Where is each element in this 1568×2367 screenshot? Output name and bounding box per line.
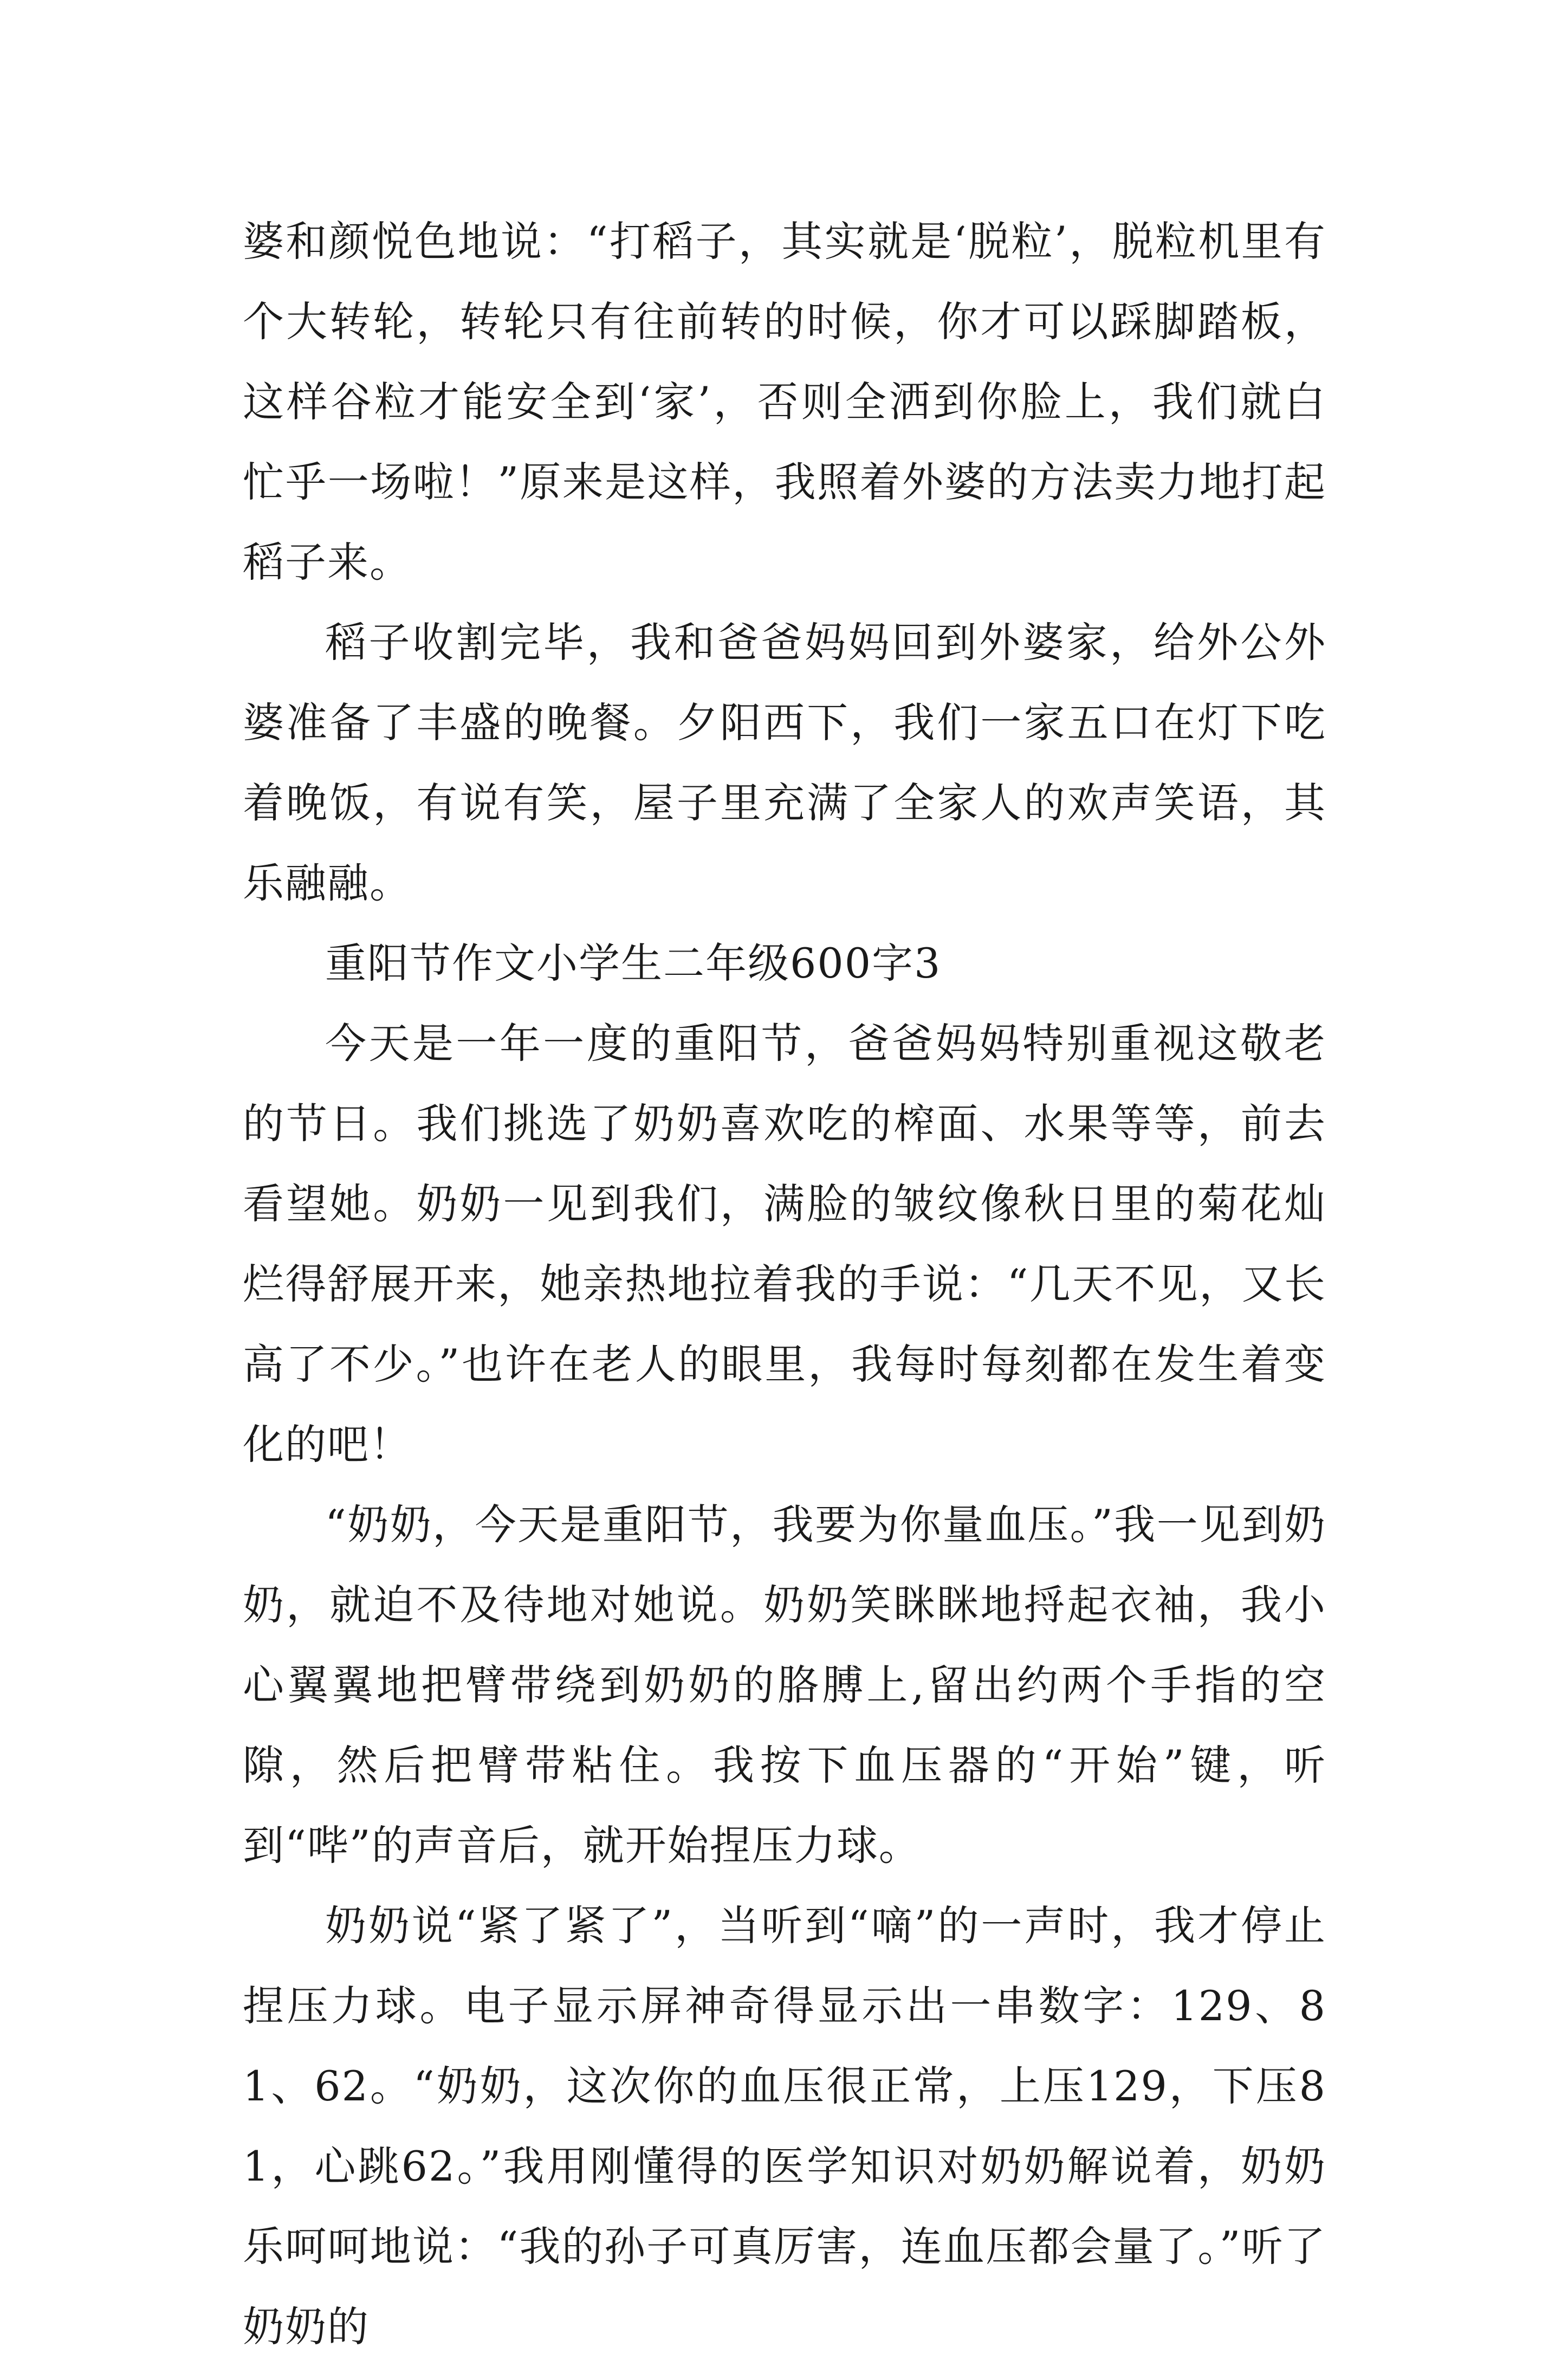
paragraph-visit-grandma: 今天是一年一度的重阳节，爸爸妈妈特别重视这敬老的节日。我们挑选了奶奶喜欢吃的榨面、水果等等，前去看望她。奶奶一见到我们，满脸的皱纹像秋日里的菊花灿烂得舒展开来，她亲热地拉着我的手说：“几天不见，又长高了不少。”也许在老人的眼里，我每时每刻都在发生着变化的吧！	[243, 1019, 1326, 1469]
paragraph-measure-blood-pressure: “奶奶，今天是重阳节，我要为你量血压。”我一见到奶奶，就迫不及待地对她说。奶奶笑眯眯地捋起衣袖，我小心翼翼地把臂带绕到奶奶的胳膊上,留出约两个手指的空隙，然后把臂带粘住。我按下血压器的“开始”键，听到“哔”的声音后，就开始捏压力球。	[243, 1501, 1326, 1870]
paragraph-continuation: 婆和颜悦色地说：“打稻子，其实就是‘脱粒’，脱粒机里有个大转轮，转轮只有往前转的时候，你才可以踩脚踏板，这样谷粒才能安全到‘家’，否则全洒到你脸上，我们就白忙乎一场啦！”原来是这样，我照着外婆的方法卖力地打起稻子来。	[243, 217, 1326, 586]
essay-heading: 重阳节作文小学生二年级600字3	[325, 939, 942, 987]
paragraph-harvest-dinner: 稻子收割完毕，我和爸爸妈妈回到外婆家，给外公外婆准备了丰盛的晚餐。夕阳西下，我们一家五口在灯下吃着晚饭，有说有笑，屋子里充满了全家人的欢声笑语，其乐融融。	[243, 618, 1326, 907]
document-body	[243, 202, 1326, 2367]
paragraph-blood-pressure-result: 奶奶说“紧了紧了”，当听到“嘀”的一声时，我才停止捏压力球。电子显示屏神奇得显示出一串数字：129、81、62。“奶奶，这次你的血压很正常，上压129，下压81，心跳62。”我用刚懂得的医学知识对奶奶解说着，奶奶乐呵呵地说：“我的孙子可真厉害，连血压都会量了。”听了奶奶的	[243, 1902, 1326, 2351]
